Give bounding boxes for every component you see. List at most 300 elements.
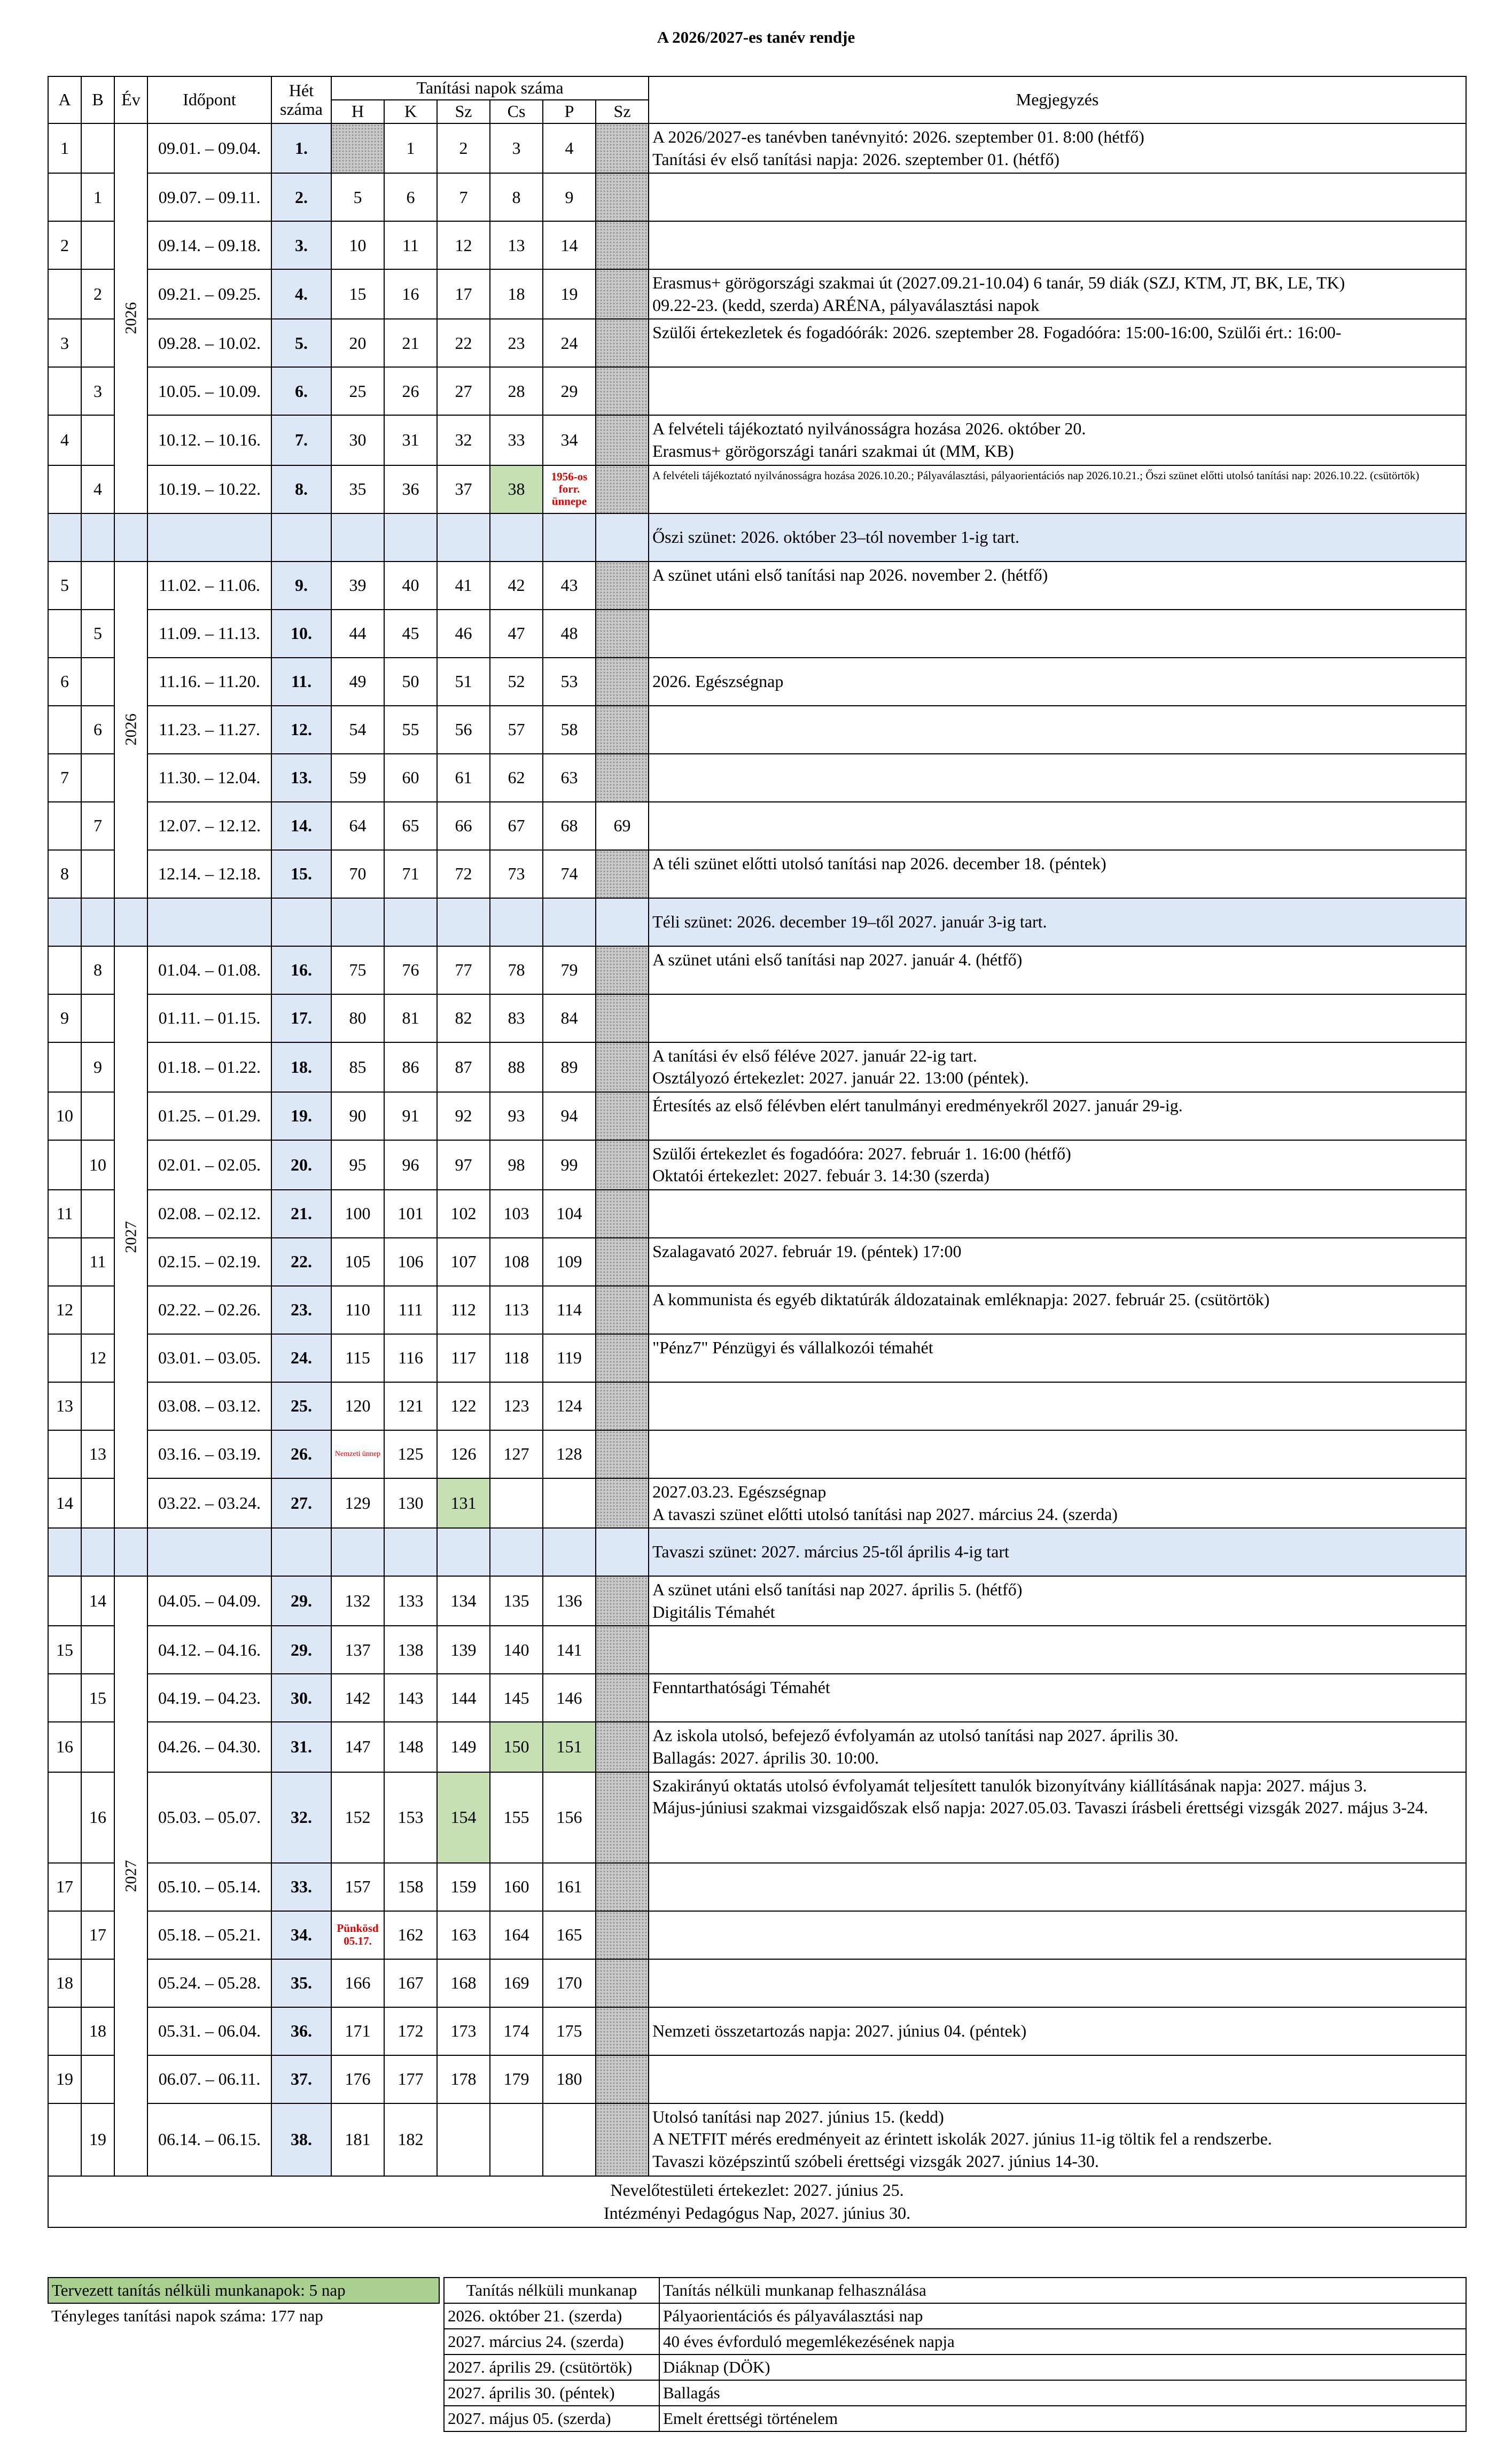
col-a-cell [48,1238,81,1286]
col-week-header [271,76,331,123]
note-cell: 2027.03.23. Egészségnap A tavaszi szünet előtti utolsó tanítási nap 2027. március 24. (szerda) [649,1478,1466,1528]
day-number: 92 [437,1092,490,1140]
day-number: 155 [490,1772,543,1863]
day-number [596,994,649,1042]
day-number [596,1042,649,1092]
day-number: 28 [490,367,543,415]
note-cell [649,1382,1466,1430]
col-a-cell: 7 [48,754,81,802]
break-cell [596,898,649,946]
day-number: 19 [543,269,596,319]
day-number: 141 [543,1626,596,1674]
break-cell [490,898,543,946]
week-row [48,946,1466,994]
note-cell: A tanítási év első féléve 2027. január 22-ig tart. Osztályozó értekezlet: 2027. január 22. 13:00 (péntek). [649,1042,1466,1092]
day-number: 161 [543,1863,596,1911]
col-a-cell [48,802,81,850]
day-number: 46 [437,610,490,658]
day-number [596,1092,649,1140]
day-number: 112 [437,1286,490,1334]
day-number: 69 [596,802,649,850]
day-number: 136 [543,1576,596,1626]
note-cell [649,221,1466,269]
day-number: 124 [543,1382,596,1430]
workday-date: 2026. október 21. (szerda) [444,2303,659,2329]
day-number: 156 [543,1772,596,1863]
day-number: 140 [490,1626,543,1674]
day-number: 125 [384,1430,437,1478]
col-b-cell [81,994,114,1042]
day-number: 8 [490,173,543,221]
day-number: 7 [437,173,490,221]
day-number: 122 [437,1382,490,1430]
day-number [543,2103,596,2176]
week-row [48,415,1466,465]
day-number: 48 [543,610,596,658]
days-group-header: Tanítási napok száma [331,76,649,100]
col-b-cell: 14 [81,1576,114,1626]
workday-row [444,2380,1466,2406]
day-number: 137 [331,1626,384,1674]
col-a-cell [48,610,81,658]
day-number: 131 [437,1478,490,1528]
week-row [48,706,1466,754]
day-number: 29 [543,367,596,415]
note-cell [649,610,1466,658]
week-row [48,1042,1466,1092]
col-b-cell: 5 [81,610,114,658]
day-number [596,1722,649,1772]
day-number [596,1576,649,1626]
workday-use: Ballagás [659,2380,1466,2406]
col-a-cell [48,269,81,319]
col-a-cell: 1 [48,123,81,173]
week-row [48,2007,1466,2055]
col-b-cell [81,1626,114,1674]
day-number: 89 [543,1042,596,1092]
day-number [596,2103,649,2176]
day-number [596,1286,649,1334]
day-number: 82 [437,994,490,1042]
workday-use: Emelt érettségi történelem [659,2406,1466,2431]
day-number: 53 [543,658,596,706]
col-b-cell [81,562,114,610]
period-cell: 09.14. – 09.18. [147,221,271,269]
workday-use: 40 éves évforduló megemlékezésének napja [659,2329,1466,2355]
col-b-cell: 18 [81,2007,114,2055]
break-cell [114,513,147,562]
day-number: 91 [384,1092,437,1140]
col-b-cell [81,1478,114,1528]
day-number: 180 [543,2055,596,2103]
day-number: 86 [384,1042,437,1092]
workday-date: 2027. május 05. (szerda) [444,2406,659,2431]
week-row [48,1190,1466,1238]
break-cell [331,898,384,946]
period-cell: 05.10. – 05.14. [147,1863,271,1911]
week-number: 22. [271,1238,331,1286]
day-number: 181 [331,2103,384,2176]
week-number: 23. [271,1286,331,1334]
day-number: 76 [384,946,437,994]
period-cell: 01.04. – 01.08. [147,946,271,994]
workday-row [444,2406,1466,2431]
col-a-cell: 15 [48,1626,81,1674]
break-cell [490,513,543,562]
week-row [48,802,1466,850]
col-notes-header: Megjegyzés [649,76,1466,123]
col-b-cell [81,1722,114,1772]
year-cell [114,123,147,513]
day-number [596,415,649,465]
col-b-cell: 4 [81,465,114,513]
holiday-label: Pünkösd 05.17. [331,1911,384,1959]
year-label: 2027 [122,1860,140,1892]
week-number: 35. [271,1959,331,2007]
week-row [48,1863,1466,1911]
period-cell: 05.18. – 05.21. [147,1911,271,1959]
day-number: 88 [490,1042,543,1092]
planned-workdays: Tervezett tanítás nélküli munkanapok: 5 nap [48,2278,439,2303]
day-header: Sz [437,100,490,123]
week-row [48,1140,1466,1190]
workdays-col-date: Tanítás nélküli munkanap [444,2278,659,2303]
day-number: 165 [543,1911,596,1959]
day-number: 70 [331,850,384,898]
col-a-cell: 14 [48,1478,81,1528]
day-number: 135 [490,1576,543,1626]
break-cell [81,898,114,946]
day-number: 3 [490,123,543,173]
break-cell [543,1528,596,1576]
week-number: 16. [271,946,331,994]
break-cell [81,1528,114,1576]
week-row [48,1911,1466,1959]
day-number: 27 [437,367,490,415]
period-cell: 02.22. – 02.26. [147,1286,271,1334]
day-number: 109 [543,1238,596,1286]
day-number: 34 [543,415,596,465]
day-number: 79 [543,946,596,994]
day-number [596,1430,649,1478]
col-a-cell: 11 [48,1190,81,1238]
year-label: 2026 [122,302,140,334]
week-number: 11. [271,658,331,706]
period-cell: 01.18. – 01.22. [147,1042,271,1092]
day-number: 167 [384,1959,437,2007]
workday-row [444,2329,1466,2355]
break-cell [384,898,437,946]
day-number: 14 [543,221,596,269]
col-a-cell [48,2007,81,2055]
col-b-cell [81,415,114,465]
day-number [596,173,649,221]
note-cell [649,1911,1466,1959]
break-cell [81,513,114,562]
note-cell: Értesítés az első félévben elért tanulmányi eredményekről 2027. január 29-ig. [649,1092,1466,1140]
week-row [48,562,1466,610]
col-a-cell: 19 [48,2055,81,2103]
day-number: 129 [331,1478,384,1528]
col-a-header: A [48,76,81,123]
col-a-cell [48,1911,81,1959]
week-row [48,1576,1466,1626]
day-number: 90 [331,1092,384,1140]
day-number: 84 [543,994,596,1042]
day-number: 157 [331,1863,384,1911]
period-cell: 11.02. – 11.06. [147,562,271,610]
week-number: 31. [271,1722,331,1772]
day-number: 72 [437,850,490,898]
day-number: 73 [490,850,543,898]
day-number: 117 [437,1334,490,1382]
week-number: 33. [271,1863,331,1911]
day-number: 81 [384,994,437,1042]
week-number: 30. [271,1674,331,1722]
day-number: 65 [384,802,437,850]
week-header-line2: száma [280,99,323,119]
day-number: 77 [437,946,490,994]
day-number: 111 [384,1286,437,1334]
note-cell: A felvételi tájékoztató nyilvánosságra hozása 2026.10.20.; Pályaválasztási, pályaorientációs nap 2026.10.21.; Őszi szünet előtti utolsó tanítási nap: 2026.10.22. (csütörtök) [649,465,1466,513]
col-b-cell [81,1286,114,1334]
period-cell: 12.14. – 12.18. [147,850,271,898]
day-number: 43 [543,562,596,610]
day-number [596,1626,649,1674]
period-cell: 11.09. – 11.13. [147,610,271,658]
day-number: 50 [384,658,437,706]
day-number: 127 [490,1430,543,1478]
note-cell: A kommunista és egyéb diktatúrák áldozatainak emléknapja: 2027. február 25. (csütörtök) [649,1286,1466,1334]
week-number: 2. [271,173,331,221]
day-number: 182 [384,2103,437,2176]
day-number: 176 [331,2055,384,2103]
day-number: 97 [437,1140,490,1190]
note-cell [649,1190,1466,1238]
day-number: 145 [490,1674,543,1722]
day-number: 26 [384,367,437,415]
break-cell [48,513,81,562]
day-number: 151 [543,1722,596,1772]
day-number: 12 [437,221,490,269]
week-row [48,2103,1466,2176]
workday-use: Pályaorientációs és pályaválasztási nap [659,2303,1466,2329]
day-number: 130 [384,1478,437,1528]
break-cell [331,1528,384,1576]
week-number: 5. [271,319,331,367]
day-number: 175 [543,2007,596,2055]
day-number: 15 [331,269,384,319]
day-number [596,1863,649,1911]
week-number: 13. [271,754,331,802]
col-a-cell [48,2103,81,2176]
col-b-cell [81,221,114,269]
day-number [596,1190,649,1238]
col-a-cell [48,367,81,415]
day-number: 49 [331,658,384,706]
day-number: 83 [490,994,543,1042]
day-number [596,221,649,269]
day-number [437,2103,490,2176]
break-cell [271,513,331,562]
day-number: 121 [384,1382,437,1430]
day-number: 158 [384,1863,437,1911]
week-row [48,1092,1466,1140]
week-row [48,1382,1466,1430]
period-cell: 12.07. – 12.12. [147,802,271,850]
actual-teaching-days: Tényleges tanítási napok száma: 177 nap [51,2306,323,2325]
week-number: 18. [271,1042,331,1092]
col-b-cell [81,1863,114,1911]
day-number: 110 [331,1286,384,1334]
workdays-header-row [444,2278,1466,2303]
day-number: 4 [543,123,596,173]
day-number: 94 [543,1092,596,1140]
week-row [48,850,1466,898]
period-cell: 02.15. – 02.19. [147,1238,271,1286]
week-row [48,1722,1466,1772]
col-b-cell: 13 [81,1430,114,1478]
day-number: 177 [384,2055,437,2103]
week-row [48,1238,1466,1286]
note-cell [649,367,1466,415]
day-number: 57 [490,706,543,754]
week-row [48,610,1466,658]
day-number: 168 [437,1959,490,2007]
break-row [48,1528,1466,1576]
col-a-cell: 16 [48,1722,81,1772]
period-cell: 03.08. – 03.12. [147,1382,271,1430]
col-b-cell: 2 [81,269,114,319]
day-number: 152 [331,1772,384,1863]
workday-date: 2027. április 30. (péntek) [444,2380,659,2406]
day-number: 162 [384,1911,437,1959]
day-number: 95 [331,1140,384,1190]
week-number: 37. [271,2055,331,2103]
break-cell [271,1528,331,1576]
day-number [596,269,649,319]
day-number: 160 [490,1863,543,1911]
day-number [596,1382,649,1430]
week-row [48,465,1466,513]
col-a-cell [48,1430,81,1478]
year-cell [114,562,147,898]
day-number: 149 [437,1722,490,1772]
workdays-table [443,2277,1467,2432]
day-number: 1 [384,123,437,173]
note-cell: Az iskola utolsó, befejező évfolyamán az utolsó tanítási nap 2027. április 30. Ballagás: 2027. április 30. 10:00. [649,1722,1466,1772]
col-a-cell [48,1042,81,1092]
schedule-table [48,76,1467,2228]
day-number: 75 [331,946,384,994]
week-number: 1. [271,123,331,173]
week-row [48,2055,1466,2103]
day-number: 146 [543,1674,596,1722]
col-b-cell [81,658,114,706]
period-cell: 11.30. – 12.04. [147,754,271,802]
week-row [48,658,1466,706]
day-number: 106 [384,1238,437,1286]
note-cell: A 2026/2027-es tanévben tanévnyitó: 2026. szeptember 01. 8:00 (hétfő) Tanítási év első tanítási napja: 2026. szeptember 01. (hétfő) [649,123,1466,173]
week-number: 36. [271,2007,331,2055]
day-number: 30 [331,415,384,465]
day-number: 62 [490,754,543,802]
day-number: 147 [331,1722,384,1772]
break-cell [147,1528,271,1576]
day-number [596,850,649,898]
week-number: 34. [271,1911,331,1959]
break-cell [543,513,596,562]
week-number: 25. [271,1382,331,1430]
period-cell: 10.05. – 10.09. [147,367,271,415]
day-number: 66 [437,802,490,850]
day-number: 32 [437,415,490,465]
col-a-cell [48,1772,81,1863]
day-number [596,2007,649,2055]
break-cell [437,898,490,946]
note-cell: Nemzeti összetartozás napja: 2027. június 04. (péntek) [649,2007,1466,2055]
col-b-cell: 9 [81,1042,114,1092]
break-note: Téli szünet: 2026. december 19–től 2027. január 3-ig tart. [649,898,1466,946]
page-title: A 2026/2027-es tanév rendje [657,28,855,46]
week-number: 9. [271,562,331,610]
day-number: 104 [543,1190,596,1238]
workday-use: Diáknap (DÖK) [659,2355,1466,2380]
day-number: 55 [384,706,437,754]
day-number: 118 [490,1334,543,1382]
day-number: 41 [437,562,490,610]
week-row [48,1430,1466,1478]
week-row [48,319,1466,367]
year-cell [114,946,147,1529]
week-number: 12. [271,706,331,754]
day-number: 134 [437,1576,490,1626]
day-number: 93 [490,1092,543,1140]
col-a-cell [48,1576,81,1626]
day-number: 42 [490,562,543,610]
week-row [48,754,1466,802]
day-number: 25 [331,367,384,415]
col-a-cell [48,1334,81,1382]
col-a-cell [48,465,81,513]
week-number: 14. [271,802,331,850]
period-cell: 11.23. – 11.27. [147,706,271,754]
day-number: 21 [384,319,437,367]
day-number: 139 [437,1626,490,1674]
col-b-cell: 11 [81,1238,114,1286]
period-cell: 09.28. – 10.02. [147,319,271,367]
holiday-label: 1956-os forr. ünnepe [543,465,596,513]
day-number: 98 [490,1140,543,1190]
holiday-label: Nemzeti ünnep [331,1430,384,1478]
period-cell: 09.01. – 09.04. [147,123,271,173]
day-number: 142 [331,1674,384,1722]
col-b-cell [81,850,114,898]
week-number: 15. [271,850,331,898]
workday-date: 2027. április 29. (csütörtök) [444,2355,659,2380]
break-cell [48,1528,81,1576]
day-number: 107 [437,1238,490,1286]
day-number: 10 [331,221,384,269]
period-cell: 09.21. – 09.25. [147,269,271,319]
note-cell: 2026. Egészségnap [649,658,1466,706]
break-note: Tavaszi szünet: 2027. március 25-től április 4-ig tart [649,1528,1466,1576]
year-label: 2027 [122,1221,140,1253]
day-number: 68 [543,802,596,850]
day-number: 144 [437,1674,490,1722]
day-number: 31 [384,415,437,465]
day-number: 36 [384,465,437,513]
